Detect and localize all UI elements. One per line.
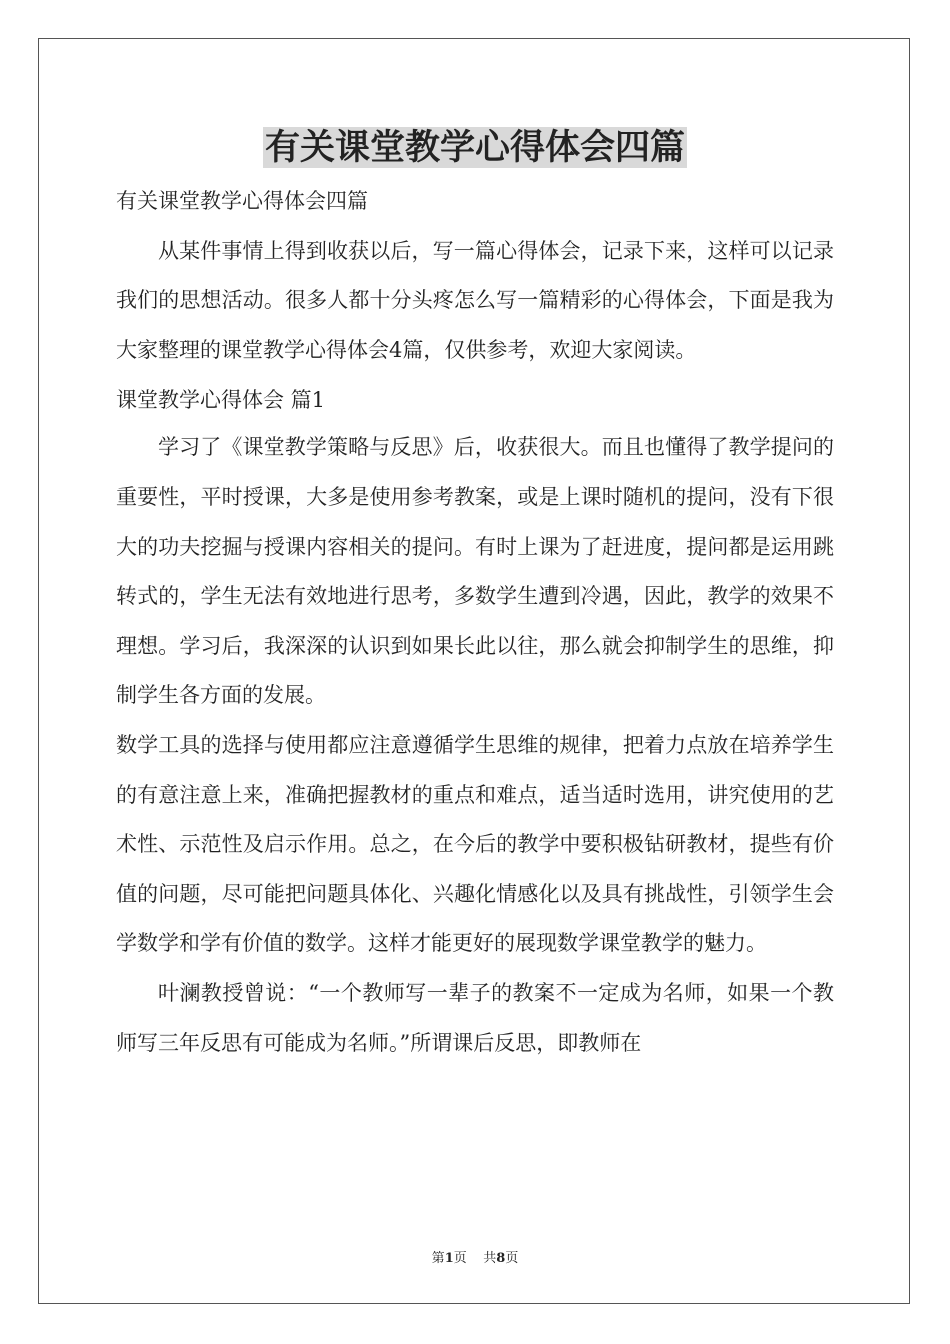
document-title: 有关课堂教学心得体会四篇 [264, 127, 685, 168]
document-body [116, 177, 834, 1068]
intro-paragraph: 从某件事情上得到收获以后，写一篇心得体会，记录下来，这样可以记录我们的思想活动。很多人都十分头疼怎么写一篇精彩的心得体会，下面是我为大家整理的课堂教学心得体会4篇，仅供参考，欢迎大家阅读。 [116, 238, 834, 362]
document-subtitle: 有关课堂教学心得体会四篇 [116, 189, 368, 213]
section-heading: 课堂教学心得体会 篇1 [116, 388, 326, 413]
body-paragraph: 叶澜教授曾说：“一个教师写一辈子的教案不一定成为名师，如果一个教师写三年反思有可能成为名师。”所谓课后反思，即教师在 [116, 980, 834, 1055]
page-footer: 第1页 共8页 [431, 1251, 519, 1266]
current-page-number: 1 [444, 1251, 454, 1266]
body-paragraph: 学习了《课堂教学策略与反思》后，收获很大。而且也懂得了教学提问的重要性，平时授课，大多是使用参考教案，或是上课时随机的提问，没有下很大的功夫挖掘与授课内容相关的提问。有时上课为了赶进度，提问都是运用跳转式的，学生无法有效地进行思考，多数学生遭到冷遇，因此，教学的效果不理想。学习后，我深深的认识到如果长此以往，那么就会抑制学生的思维，抑制学生各方面的发展。 [116, 435, 834, 708]
total-page-count: 8 [496, 1251, 506, 1266]
body-paragraph: 数学工具的选择与使用都应注意遵循学生思维的规律，把着力点放在培养学生的有意注意上来，准确把握教材的重点和难点，适当适时选用，讲究使用的艺术性、示范性及启示作用。总之，在今后的教学中要积极钻研教材，提些有价值的问题，尽可能把问题具体化、兴趣化情感化以及具有挑战性，引领学生会学数学和学有价值的数学。这样才能更好的展现数学课堂教学的魅力。 [116, 732, 834, 956]
